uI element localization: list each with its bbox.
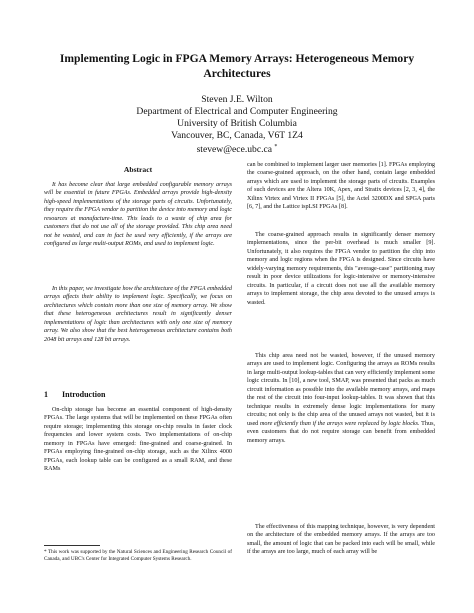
author-email: stevew@ece.ubc.ca (196, 143, 272, 155)
paragraph-3-text-b: Thus, even customers that do not require storage can benefit from embedded memory arrays. (247, 420, 435, 444)
author-name: Steven J.E. Wilton (201, 94, 273, 105)
abstract-heading: Abstract (123, 165, 153, 174)
right-column-paragraph-2: The coarse-grained approach results in significantly denser memory implementations, since the per-bit overhead is much smaller [9]. Unfortunately, it also requires the FPGA vendor to partition the chip into memory and logic regions when the FPGA is designed. Since circuits have widely-varying memory requirements, this "average-case" partitioning may result in poor device utilizations for logic-intensive or memory-intensive circuits. In particular, if a circuit does not use all the available memory arrays to implement storage, the chip area devoted to the unused arrays is wasted. (247, 232, 435, 306)
footnote-rule (44, 545, 100, 546)
section-number: 1 (44, 390, 48, 399)
author-block (90, 94, 384, 156)
author-department: Department of Electrical and Computer Engineering (136, 105, 338, 117)
section-heading-introduction (44, 390, 232, 400)
author-address: Vancouver, BC, Canada, V6T 1Z4 (171, 129, 303, 141)
paper-title: Implementing Logic in FPGA Memory Arrays: Heterogeneous Memory Architectures (59, 52, 415, 80)
right-column-paragraph-3 (247, 352, 435, 445)
introduction-paragraph: On-chip storage has become an essential component of high-density FPGAs. The large systems that will be implemented on these FPGAs often require storage; implementing this storage on-chip results in faster clock frequencies and lower system costs. Two implementations of on-chip memory in FPGAs have emerged: fine-grained and coarse-grained. In FPGAs employing fine-grained on-chip storage, such as the Xilinx 4000 FPGAs, each lookup table can be configured as a small RAM, and these RAMs (44, 407, 232, 473)
footnote: * This work was supported by the Natural Sciences and Engineering Research Council of Canada, and UBC's Center for Integrated Computer Systems Research. (44, 549, 232, 562)
abstract-paragraph-1: It has become clear that large embedded configurable memory arrays will be essential in future FPGAs. Embedded arrays provide high-density high-speed implementations of the storage parts of circuits. Unfortunately, they require the FPGA vendor to partition the device into memory and logic resources at manufacture-time. This leads to a waste of chip area for customers that do not use all of the storage provided. This chip area need not be wasted, and can in fact be used very efficiently, if the arrays are configured as large multi-output ROMs, and used to implement logic. (44, 182, 232, 248)
abstract-paragraph-2: In this paper, we investigate how the architecture of the FPGA embedded arrays affects their ability to implement logic. Specifically, we focus on architectures which contain more than one size of memory array. We show that these heterogeneous architectures result in significantly denser implementations of logic than architectures with only one size of memory array. We also show that the best heterogeneous architecture contains both 2048 bit arrays and 128 bit arrays. (44, 286, 232, 343)
author-university: University of British Columbia (177, 117, 297, 129)
right-column-paragraph-1: can be combined to implement larger user memories [1]. FPGAs employing the coarse-grained approach, on the other hand, contain large embedded arrays which are used to implement the storage parts of circuits. Examples of such devices are the Altera 10K, Apex, and Stratix devices [2, 3, 4], the Xilinx Virtex and Virtex II FPGAs [5], the Actel 3200DX and SPGA parts [6, 7], and the Lattice ispLSI FPGAs [8]. (247, 162, 435, 211)
section-title: Introduction (62, 390, 106, 399)
paragraph-3-text-a: This chip area need not be wasted, however, if the unused memory arrays are used to implement logic. Configuring the arrays as ROMs results in large multi-output lookup-tables that can very efficiently implement some logic circuits. In [10], a new tool, SMAP, was presented that packs as much circuit information as possible into the available memory arrays, and maps the rest of the circuit into four-input lookup-tables. It was shown that this technique results in extremely dense logic implementations for many circuits; not only is the chip area of the unused arrays not wasted, but it is used (247, 353, 435, 427)
author-email-line (90, 142, 384, 156)
right-column-paragraph-4: The effectiveness of this mapping technique, however, is very dependent on the architecture of the embedded memory arrays. If the arrays are too small, the amount of logic that can be packed into each will be small, while if the arrays are too large, much of each array will be (247, 524, 435, 556)
footnote-mark: * (274, 143, 278, 150)
paragraph-3-italic: more efficiently than if the arrays were replaced by logic blocks. (259, 420, 420, 427)
